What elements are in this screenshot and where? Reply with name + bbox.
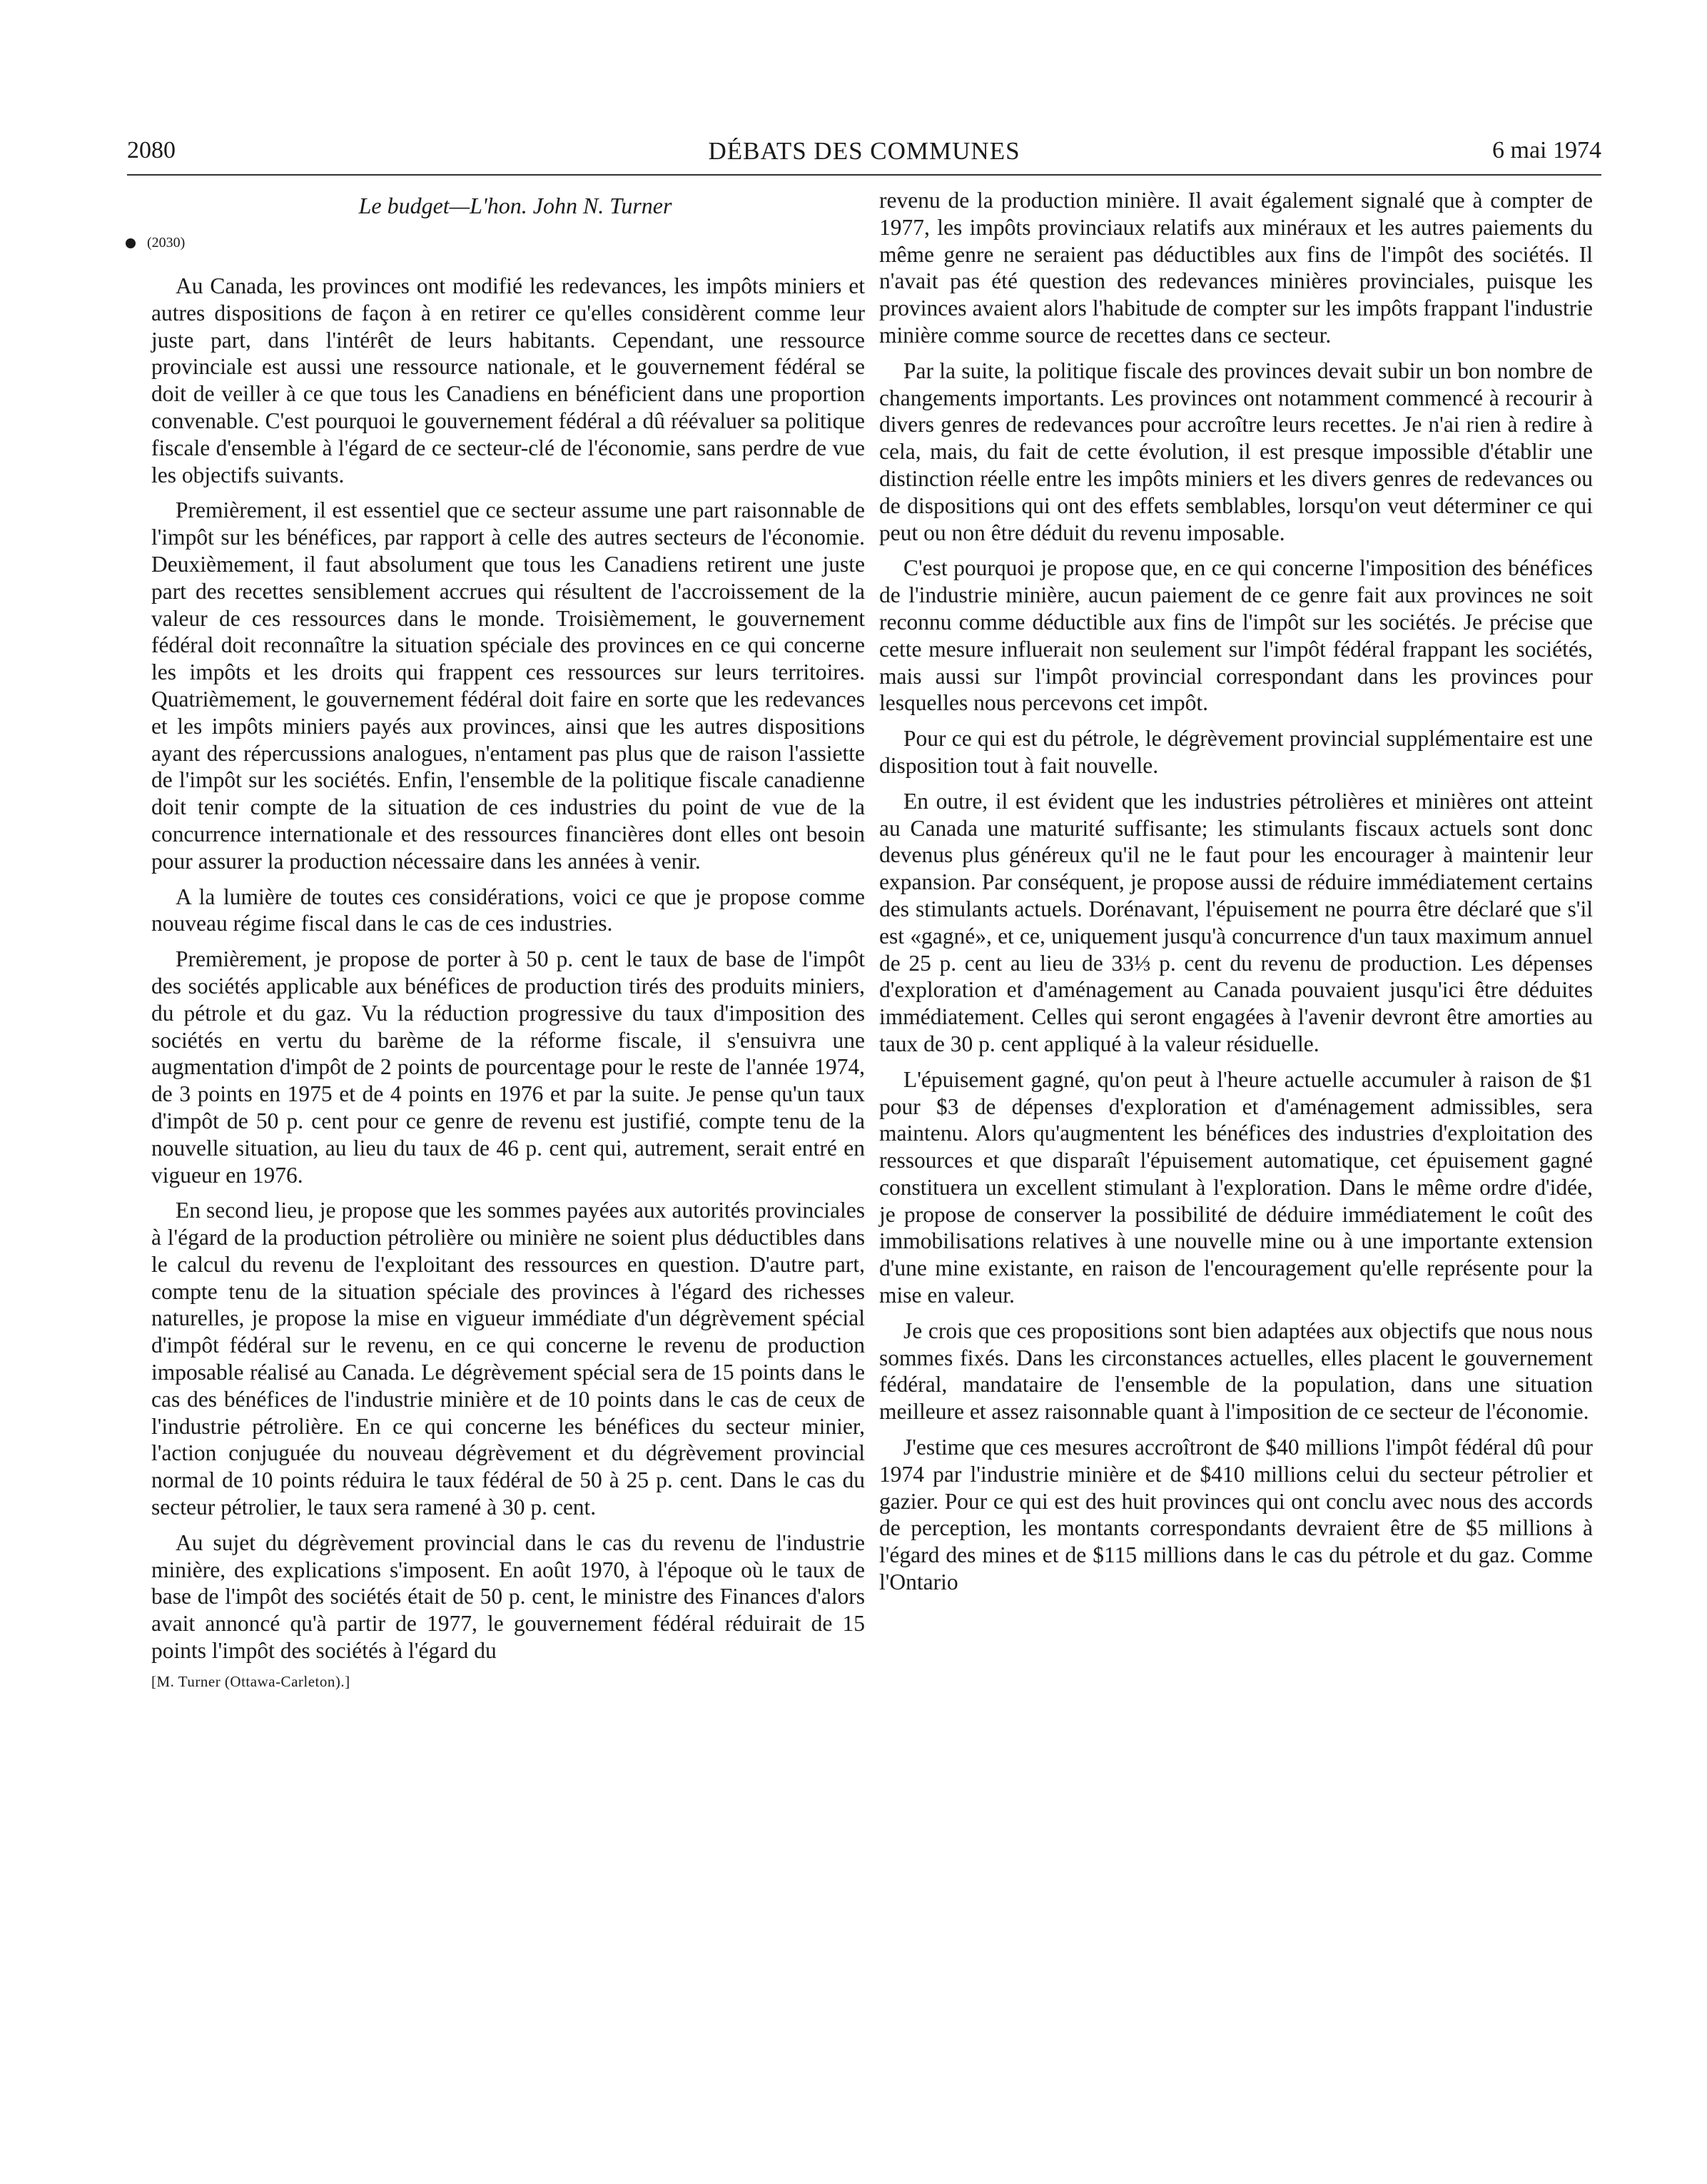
publication-title: DÉBATS DES COMMUNES <box>708 137 1020 165</box>
time-marker <box>126 235 865 251</box>
issue-date: 6 mai 1974 <box>1492 137 1601 163</box>
paragraph: Au sujet du dégrèvement provincial dans le cas du revenu de l'industrie minière, des explications s'imposent. En août 1970, à l'époque où le taux de base de l'impôt des sociétés était de 50 p. cent, le ministre des Finances d'alors avait annoncé qu'à partir de 1977, le gouvernement fédéral réduirait de 15 points l'impôt des sociétés à l'égard du <box>151 1530 865 1664</box>
paragraph: Je crois que ces propositions sont bien adaptées aux objectifs que nous nous sommes fixés. Dans les circonstances actuelles, elles placent le gouvernement fédéral, mandataire de l'ensemble de la population, dans une situation meilleure et assez raisonnable quant à l'imposition de ce secteur de l'économie. <box>879 1318 1593 1425</box>
time-marker-text: (2030) <box>147 235 186 251</box>
paragraph: En outre, il est évident que les industries pétrolières et minières ont atteint au Canada une maturité suffisante; les stimulants fiscaux actuels sont donc devenus plus généreux qu'il ne le faut pour les encourager à maintenir leur expansion. Par conséquent, je propose aussi de réduire immédiatement certains des stimulants actuels. Dorénavant, l'épuisement ne pourra être déclaré que s'il est «gagné», et ce, uniquement jusqu'à concurrence d'un taux maximum annuel de 25 p. cent au lieu de 33⅓ p. cent du revenu de production. Les dépenses d'exploration et d'aménagement au Canada pouvaient jusqu'ici être déduites immédiatement. Celles qui seront engagées à l'avenir devront être amorties au taux de 30 p. cent appliqué à la valeur résiduelle. <box>879 788 1593 1056</box>
paragraph: C'est pourquoi je propose que, en ce qui concerne l'imposition des bénéfices de l'industrie minière, aucun paiement de ce genre fait aux provinces ne soit reconnu comme déductible aux fins de l'impôt sur les sociétés. Je précise que cette mesure influerait non seulement sur l'impôt fédéral frappant les sociétés, mais aussi sur l'impôt provincial correspondant dans les provinces pour lesquelles nous percevons cet impôt. <box>879 555 1593 716</box>
paragraph: J'estime que ces mesures accroîtront de $40 millions l'impôt fédéral dû pour 1974 par l'industrie minière et de $410 millions celui du secteur pétrolier et gazier. Pour ce qui est des huit provinces qui ont conclu avec nous des accords de perception, les montants correspondants devraient être de $5 millions à l'égard des mines et de $115 millions dans le cas du pétrole et du gaz. Comme l'Ontario <box>879 1435 1593 1595</box>
left-column <box>147 187 865 1691</box>
paragraph: A la lumière de toutes ces considérations, voici ce que je propose comme nouveau régime fiscal dans le cas de ces industries. <box>151 884 865 936</box>
right-column <box>879 187 1593 1604</box>
paragraph: Premièrement, je propose de porter à 50 p. cent le taux de base de l'impôt des sociétés applicable aux bénéfices de production tirés des produits miniers, du pétrole et du gaz. Vu la réduction progressive du taux d'imposition des sociétés en vertu du barème de la réforme fiscale, il s'ensuivra une augmentation d'impôt de 2 points de pourcentage pour le reste de l'année 1974, de 3 points en 1975 et de 4 points en 1976 et par la suite. Je pense qu'un taux d'impôt de 50 p. cent pour ce genre de revenu est justifié, compte tenu de la nouvelle situation, au lieu du taux de 46 p. cent qui, autrement, serait entré en vigueur en 1976. <box>151 946 865 1188</box>
section-subheading: Le budget—L'hon. John N. Turner <box>358 193 672 218</box>
paragraph: L'épuisement gagné, qu'on peut à l'heure actuelle accumuler à raison de $1 pour $3 de dépenses d'exploration et d'aménagement admissibles, sera maintenu. Alors qu'augmentent les bénéfices des industries d'exploitation des ressources et que disparaît l'épuisement automatique, cet épuisement gagné constituera un excellent stimulant à l'exploration. Dans le même ordre d'idée, je propose de conserver la possibilité de déduire immédiatement le coût des immobilisations relatives à une nouvelle mine ou à une importante extension d'une mine existante, en raison de l'encouragement qu'elle représente pour la mise en valeur. <box>879 1066 1593 1308</box>
paragraph: En second lieu, je propose que les sommes payées aux autorités provinciales à l'égard de la production pétrolière ou minière ne soient plus déductibles dans le calcul du revenu de l'exploitant des ressources en question. D'autre part, compte tenu de la situation spéciale des provinces à l'égard des richesses naturelles, je propose la mise en vigueur immédiate d'un dégrèvement spécial d'impôt fédéral sur le revenu, en ce qui concerne le revenu de production imposable réalisé au Canada. Le dégrèvement spécial sera de 15 points dans le cas des bénéfices de l'industrie minière et de 10 points dans le cas de ceux de l'industrie pétrolière. En ce qui concerne les bénéfices du secteur minier, l'action conjuguée du nouveau dégrèvement et du dégrèvement provincial normal de 10 points réduira le taux fédéral de 50 à 25 p. cent. Dans le cas du secteur pétrolier, le taux sera ramené à 30 p. cent. <box>151 1198 865 1520</box>
paragraph: Premièrement, il est essentiel que ce secteur assume une part raisonnable de l'impôt sur les bénéfices, par rapport à celle des autres secteurs de l'économie. Deuxièmement, il faut absolument que tous les Canadiens retirent une juste part des recettes sensiblement accrues qui résultent de l'accroissement de la valeur de ces ressources dans le monde. Troisièmement, le gouvernement fédéral doit reconnaître la situation spéciale des provinces en ce qui concerne les impôts et les droits qui frappent ces ressources sur leurs territoires. Quatrièmement, le gouvernement fédéral doit faire en sorte que les redevances et les impôts miniers payés aux provinces, ainsi que les autres dispositions ayant des répercussions analogues, n'entament pas plus que de raison l'assiette de l'impôt sur les sociétés. Enfin, l'ensemble de la politique fiscale canadienne doit tenir compte de la situation de ces industries du point de vue de la concurrence internationale et des ressources financières dont elles ont besoin pour assurer la production nécessaire dans les années à venir. <box>151 497 865 874</box>
bullet-icon <box>126 238 136 248</box>
page-number: 2080 <box>127 137 176 163</box>
page-header <box>127 134 1601 176</box>
paragraph: revenu de la production minière. Il avait également signalé que à compter de 1977, les impôts provinciaux relatifs aux minéraux et les autres paiements du même genre ne seraient pas déductibles aux fins de l'impôt des sociétés. Il n'avait pas été question des redevances minières provinciales, puisque les provinces avaient alors l'habitude de compter sur les impôts frappant l'industrie minière comme source de recettes dans ce secteur. <box>879 188 1593 348</box>
paragraph: Au Canada, les provinces ont modifié les redevances, les impôts miniers et autres dispositions de façon à en retirer ce qu'elles considèrent comme leur juste part, dans l'intérêt de leurs habitants. Cependant, une ressource provinciale est aussi une ressource nationale, et le gouvernement fédéral se doit de veiller à ce que tous les Canadiens en bénéficient dans une proportion convenable. C'est pourquoi le gouvernement fédéral a dû réévaluer sa politique fiscale d'ensemble à l'égard de ce secteur-clé de l'économie, sans perdre de vue les objectifs suivants. <box>151 273 865 487</box>
paragraph: Par la suite, la politique fiscale des provinces devait subir un bon nombre de changements importants. Les provinces ont notamment commencé à recourir à divers genres de redevances pour accroître leurs recettes. Je n'ai rien à redire à cela, mais, du fait de cette évolution, il est presque impossible d'établir une distinction réelle entre les impôts miniers et les divers genres de redevances ou de dispositions qui ont des effets semblables, lorsqu'on veut déterminer ce qui peut ou non être déduit du revenu imposable. <box>879 358 1593 545</box>
speaker-note: [M. Turner (Ottawa-Carleton).] <box>151 1672 350 1690</box>
paragraph: Pour ce qui est du pétrole, le dégrèvement provincial supplémentaire est une disposition tout à fait nouvelle. <box>879 726 1593 778</box>
